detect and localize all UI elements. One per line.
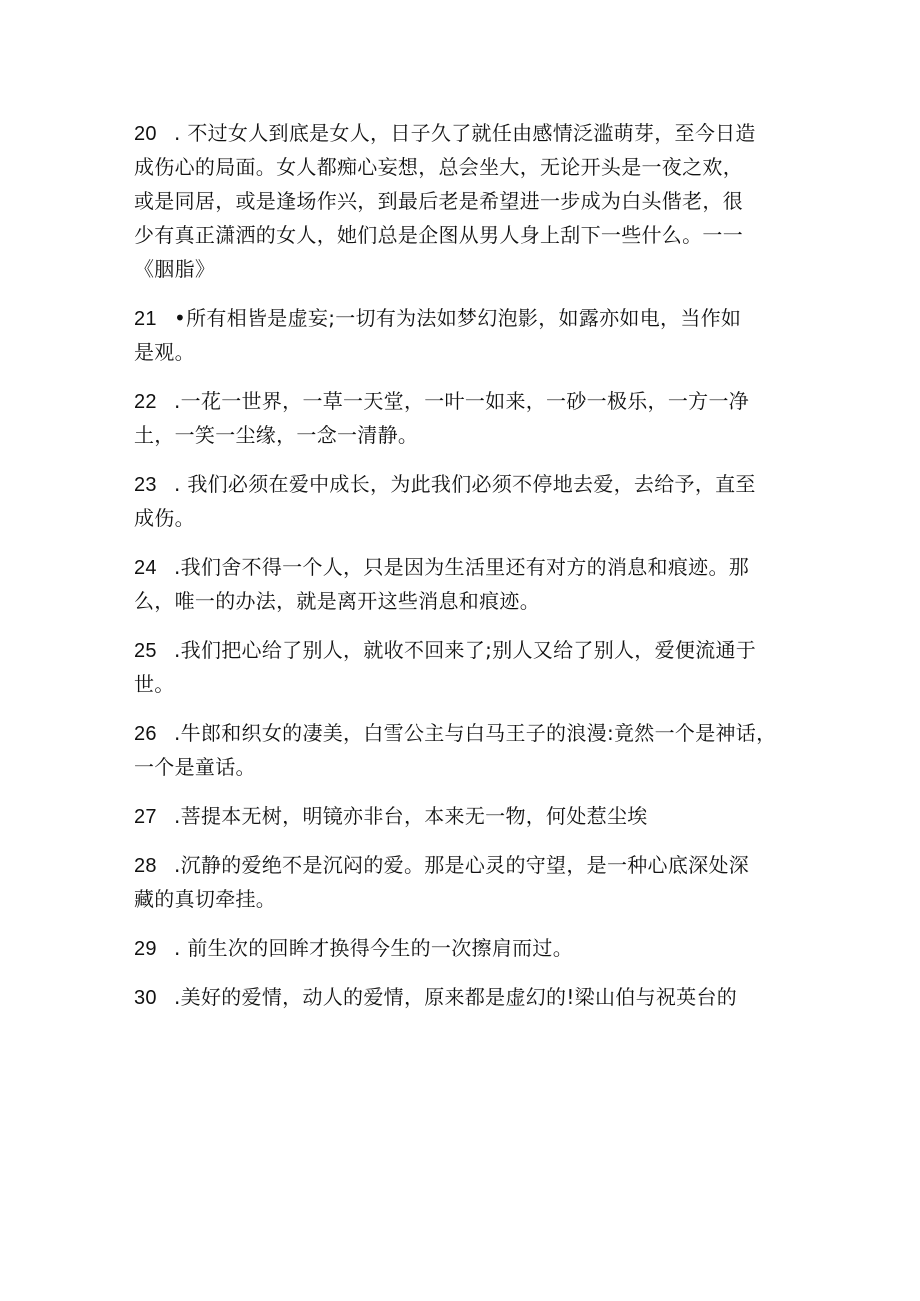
quote-entry-20: [134, 116, 790, 286]
entry-line: 成伤。: [134, 506, 195, 530]
quote-entry-22: [134, 384, 790, 452]
entry-line: [134, 550, 790, 584]
entry-number: 23: [134, 474, 157, 496]
quote-entry-30: [134, 980, 790, 1014]
quote-entry-25: [134, 633, 790, 701]
entry-text: .一花一世界，一草一天堂，一叶一如来，一砂一极乐，一方一净: [174, 389, 750, 413]
entry-line: [134, 116, 790, 150]
entry-line: 世。: [134, 672, 175, 696]
entry-number: 24: [134, 557, 157, 579]
entry-text: .牛郎和织女的凄美，白雪公主与白马王子的浪漫:竟然一个是神话，: [174, 721, 777, 745]
entry-text: . 我们必须在爱中成长，为此我们必须不停地去爱，去给予，直至: [174, 472, 756, 496]
entry-line: 成伤心的局面。女人都痴心妄想，总会坐大，无论开头是一夜之欢，: [134, 155, 743, 179]
entry-text: .美好的爱情，动人的爱情，原来都是虚幻的!梁山伯与祝英台的: [174, 985, 738, 1009]
entry-line: [134, 980, 790, 1014]
entry-text: .我们舍不得一个人，只是因为生活里还有对方的消息和痕迹。那: [174, 555, 750, 579]
entry-line: 藏的真切牵挂。: [134, 887, 277, 911]
entry-text: .菩提本无树，明镜亦非台，本来无一物，何处惹尘埃: [174, 804, 648, 828]
entry-line: [134, 848, 790, 882]
entry-line: 《胭脂》: [134, 257, 216, 281]
entry-number: 30: [134, 987, 157, 1009]
quote-entry-21: [134, 301, 790, 369]
entry-line: [134, 716, 790, 750]
quote-entry-26: [134, 716, 790, 784]
entry-line: 或是同居，或是逢场作兴，到最后老是希望进一步成为白头偕老，很: [134, 189, 743, 213]
quote-entry-23: [134, 467, 790, 535]
entry-number: 28: [134, 855, 157, 877]
entry-line: [134, 301, 790, 335]
entry-text: .沉静的爱绝不是沉闷的爱。那是心灵的守望，是一种心底深处深: [174, 853, 750, 877]
entry-line: [134, 799, 790, 833]
entry-text: .我们把心给了别人，就收不回来了;别人又给了别人，爱便流通于: [174, 638, 757, 662]
entry-line: [134, 931, 790, 965]
quote-entry-28: [134, 848, 790, 916]
entry-line: 少有真正潇洒的女人，她们总是企图从男人身上刮下一些什么。一一: [134, 223, 743, 247]
entry-line: [134, 467, 790, 501]
entry-line: 是观。: [134, 340, 195, 364]
entry-text: . 前生次的回眸才换得今生的一次擦肩而过。: [174, 936, 574, 960]
entry-number: 20: [134, 123, 157, 145]
entry-line: 么，唯一的办法，就是离开这些消息和痕迹。: [134, 589, 540, 613]
entry-line: 土，一笑一尘缘，一念一清静。: [134, 423, 419, 447]
entry-line: [134, 384, 790, 418]
entry-number: 21: [134, 308, 157, 330]
entry-text: . 不过女人到底是女人，日子久了就任由感情泛滥萌芽，至今日造: [174, 121, 756, 145]
entry-number: 25: [134, 640, 157, 662]
entry-line: 一个是童话。: [134, 755, 256, 779]
entry-text: •所有相皆是虚妄;一切有为法如梦幻泡影，如露亦如电，当作如: [174, 306, 742, 330]
entry-number: 27: [134, 806, 157, 828]
entry-number: 22: [134, 391, 157, 413]
quote-entry-24: [134, 550, 790, 618]
quote-entry-27: [134, 799, 790, 833]
entry-number: 26: [134, 723, 157, 745]
quote-entry-29: [134, 931, 790, 965]
entry-line: [134, 633, 790, 667]
entry-number: 29: [134, 938, 157, 960]
